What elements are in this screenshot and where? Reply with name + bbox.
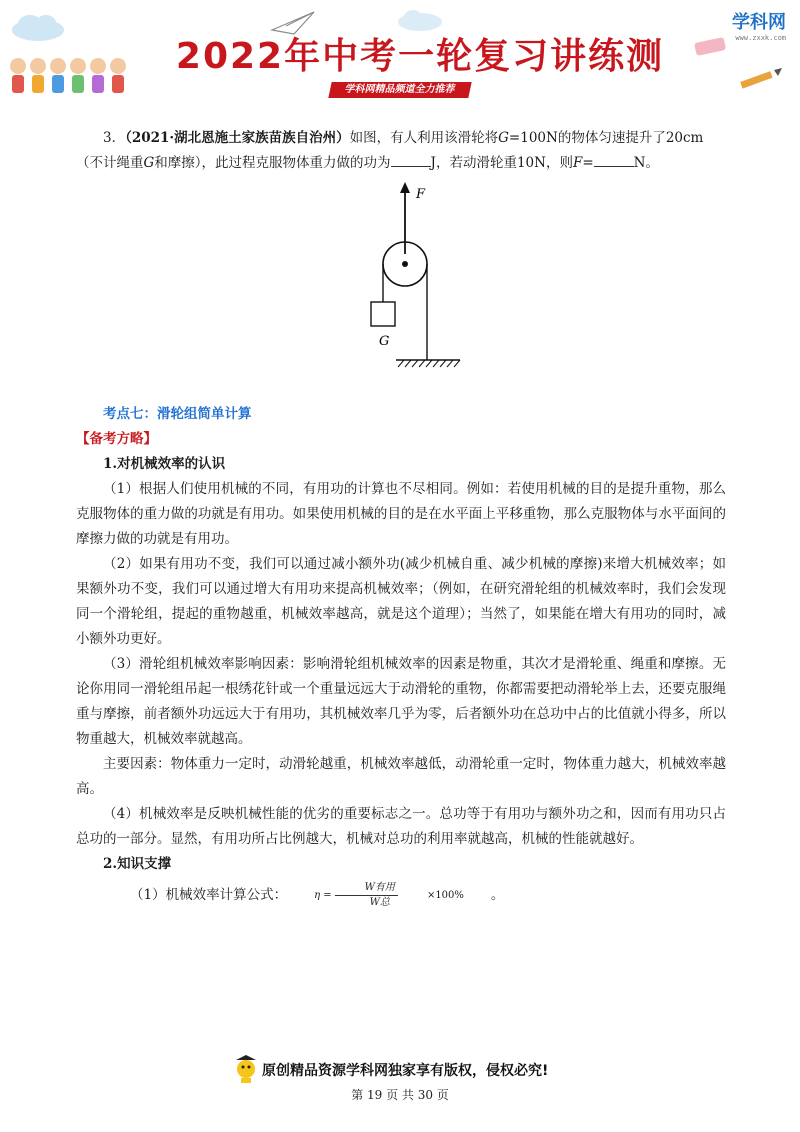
answer-blank-2[interactable] — [594, 152, 634, 167]
brand-name: 学科网 — [732, 12, 786, 33]
var-g: G — [498, 130, 509, 146]
paragraph-4: 主要因素：物体重力一定时，动滑轮越重，机械效率越低，动滑轮重一定时，物体重力越大，机械效率越高。 — [76, 756, 726, 797]
sub-heading-2: 2.知识支撑 — [103, 856, 172, 872]
pencil-icon — [736, 66, 784, 92]
paragraph-1: （1）根据人们使用机械的不同，有用功的计算也不尽相同。例如：若使用机械的目的是提升重物，那么克服物体的重力做的功就是有用功。如果使用机械的目的是在水平面上平移重物，那么克服物体与水平面间的摩擦力做的功就是有用功。 — [76, 481, 726, 547]
formula-fraction — [335, 881, 398, 910]
brand-logo — [732, 8, 786, 42]
copyright-notice: 原创精品资源学科网独家享有版权，侵权必究! — [262, 1063, 549, 1079]
question-text: （不计绳重 — [76, 155, 144, 171]
children-illustration — [6, 54, 136, 104]
weight-block — [371, 302, 395, 326]
question-text: = — [582, 155, 594, 171]
question-text: 和摩擦），此过程克服物体重力做的功为 — [154, 155, 391, 171]
paragraph-2: （2）如果有用功不变，我们可以通过减小额外功(减少机械自重、减少机械的摩擦)来增大机械效率；如果额外功不变，我们可以通过增大有用功来提高机械效率；（例如，在研究滑轮组的机械效率时，我们会发现同一个滑轮组，提起的重物越重，机械效率越高，就是这个道理）；当然了，如果能在增大有用功的同时，减小额外功更好。 — [76, 556, 726, 647]
question-source: （2021·湖北恩施土家族苗族自治州） — [125, 130, 350, 146]
var-g: G — [143, 155, 155, 171]
question-3 — [76, 126, 726, 151]
brand-url: www.zxxk.com — [735, 34, 786, 42]
formula-prefix: （1）机械效率计算公式： — [130, 887, 288, 903]
cloud-icon — [8, 10, 68, 44]
question-text: =100N的物体匀速提升了20cm — [508, 130, 704, 146]
formula-end: 。 — [490, 887, 505, 903]
weight-label: G — [379, 334, 390, 349]
formula-numerator: W有用 — [335, 881, 398, 896]
force-label: F — [416, 187, 426, 202]
pulley-axle — [402, 261, 408, 267]
pulley-figure — [76, 182, 726, 392]
page-title: 2022年中考一轮复习讲练测 — [175, 36, 665, 77]
mascot-icon — [232, 1054, 260, 1084]
page-number: 第 19 页 共 30 页 — [351, 1088, 449, 1102]
page-content — [76, 126, 726, 910]
header-subtitle-banner: 学科网精品频道全力推荐 — [328, 82, 471, 98]
var-f: F — [572, 155, 583, 171]
ground-hatch — [398, 360, 460, 367]
page-header — [0, 0, 800, 110]
paragraph-3: （3）滑轮组机械效率影响因素：影响滑轮组机械效率的因素是物重，其次才是滑轮重、绳重和摩擦。无论你用同一滑轮组吊起一根绣花针或一个重量远远大于动滑轮的重物，你都需要把动滑轮举上去，还要克服绳重与摩擦，前者额外功远远大于有用功，其机械效率几乎为零，后者额外功在总功中占的比值就小得多，所以物重越大，机械效率就越高。 — [76, 656, 726, 747]
formula-tail: ×100% — [426, 890, 464, 901]
force-arrow-head — [400, 182, 410, 193]
efficiency-formula — [76, 881, 726, 910]
question-text: N。 — [633, 155, 659, 171]
pulley-diagram — [76, 182, 726, 392]
paragraph-5: （4）机械效率是反映机械性能的优劣的重要标志之一。总功等于有用功与额外功之和，因而有用功只占总功的一部分。显然，有用功所占比例越大，机械对总功的利用率就越高，机械的性能就越好。 — [76, 806, 726, 847]
question-text: J，若动滑轮重10N，则 — [430, 155, 573, 171]
question-number: 3． — [103, 130, 126, 146]
formula-denominator: W总 — [369, 897, 390, 908]
section-heading: 考点七：滑轮组简单计算 — [103, 406, 252, 422]
answer-blank-1[interactable] — [391, 152, 431, 167]
sub-heading-1: 1.对机械效率的认识 — [103, 456, 226, 472]
question-text: 如图，有人利用该滑轮将 — [349, 130, 499, 146]
strategy-heading: 【备考方略】 — [76, 431, 157, 447]
formula-eta: η = — [314, 890, 332, 901]
question-3-cont — [76, 151, 726, 176]
